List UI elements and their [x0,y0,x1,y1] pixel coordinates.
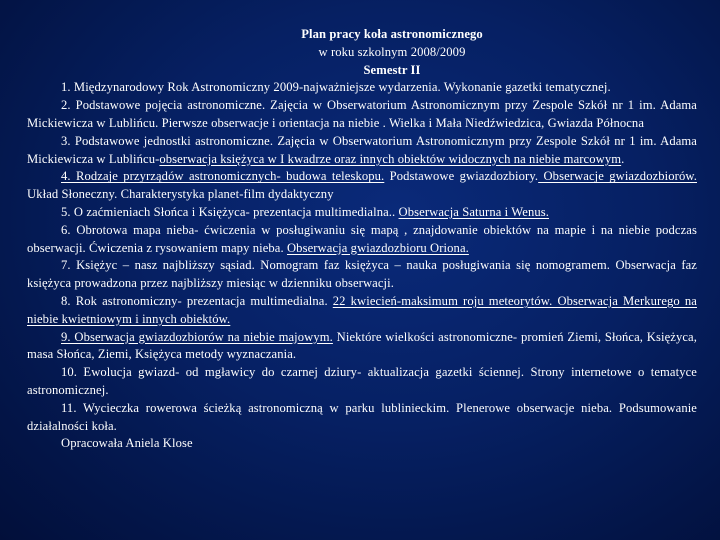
plan-list [27,79,697,435]
item-text: 3. Podstawowe jednostki astronomiczne. Zajęcia w Obserwatorium Astronomicznym przy Zespole Szkół nr 1 im. Adama Mickiewicza w Lublińcu- [27,133,697,166]
item-text: 10. Ewolucja gwiazd- od mgławicy do czarnej dziury- aktualizacja gazetki ściennej. Strony internetowe o tematyce astronomicznej. [27,365,697,397]
item-text: 8. Rok astronomiczny- prezentacja multimedialna. [61,293,333,308]
item-text: . [621,151,625,166]
underlined-text: obserwacja księżyca w I kwadrze oraz innych obiektów widocznych na niebie marcowym [159,151,622,166]
underlined-text: 4. Rodzaje przyrządów astronomicznych- budowa teleskopu. [61,169,385,184]
plan-item [27,222,697,258]
underlined-text: 9. Obserwacja gwiazdozbiorów na niebie majowym. [61,329,333,344]
plan-item [27,97,697,133]
underlined-text: 22 kwiecień-maksimum roju meteorytów. Obserwacja Merkurego na niebie kwietniowym i innych obiektów. [27,293,697,326]
item-text: 1. Międzynarodowy Rok Astronomiczny 2009-najważniejsze wydarzenia. Wykonanie gazetki tematycznej. [61,80,611,95]
plan-item [27,293,697,329]
document-body [27,26,697,453]
item-text: Układ Słoneczny. Charakterystyka planet-film dydaktyczny [27,187,334,202]
underlined-text: Obserwacja Saturna i Wenus. [398,204,549,219]
plan-item [27,79,697,97]
doc-title: Plan pracy koła astronomicznego [301,27,483,41]
plan-item [27,257,697,293]
plan-item [27,400,697,436]
item-text: 2. Podstawowe pojęcia astronomiczne. Zajęcia w Obserwatorium Astronomicznym przy Zespole Szkół nr 1 im. Adama Mickiewicza w Lublińcu. Pierwsze obserwacje i orientacja na niebie . Wielka i Mała Niedźwiedzica, Gwiazda Północna [27,98,697,130]
item-text: 6. Obrotowa mapa nieba- ćwiczenia w posługiwaniu się mapą , znajdowanie obiektów na mapie i na niebie podczas obserwacji. Ćwiczenia z rysowaniem mapy nieba. [27,222,697,255]
item-text: Niektóre wielkości astronomiczne- promień Ziemi, Słońca, Księżyca, masa Słońca, Ziemi, Księżyca metody wyznaczania. [27,329,697,362]
plan-item [27,329,697,365]
underlined-text: Obserwacje gwiazdozbiorów. [538,169,697,184]
plan-item [27,364,697,400]
doc-subtitle: w roku szkolnym 2008/2009 [318,44,466,59]
item-text: Podstawowe gwiazdozbiory. [384,169,539,184]
underlined-text: Obserwacja gwiazdozbioru Oriona. [286,240,469,255]
plan-item [27,204,697,222]
signature: Opracowała Aniela Klose [61,436,193,451]
plan-item [27,133,697,169]
item-text: 7. Księżyc – nasz najbliższy sąsiad. Nomogram faz księżyca – nauka posługiwania się nomogramem. Obserwacja faz księżyca prowadzona przez najbliższy miesiąc w dzienniku obserwacji. [27,258,697,291]
plan-item [27,168,697,204]
item-text: 11. Wycieczka rowerowa ścieżką astronomiczną w parku lublinieckim. Plenerowe obserwacje nieba. Podsumowanie działalności koła. [27,400,697,433]
doc-semester: Semestr II [363,62,421,77]
item-text: 5. O zaćmieniach Słońca i Księżyca- prezentacja multimedialna.. [61,204,399,219]
